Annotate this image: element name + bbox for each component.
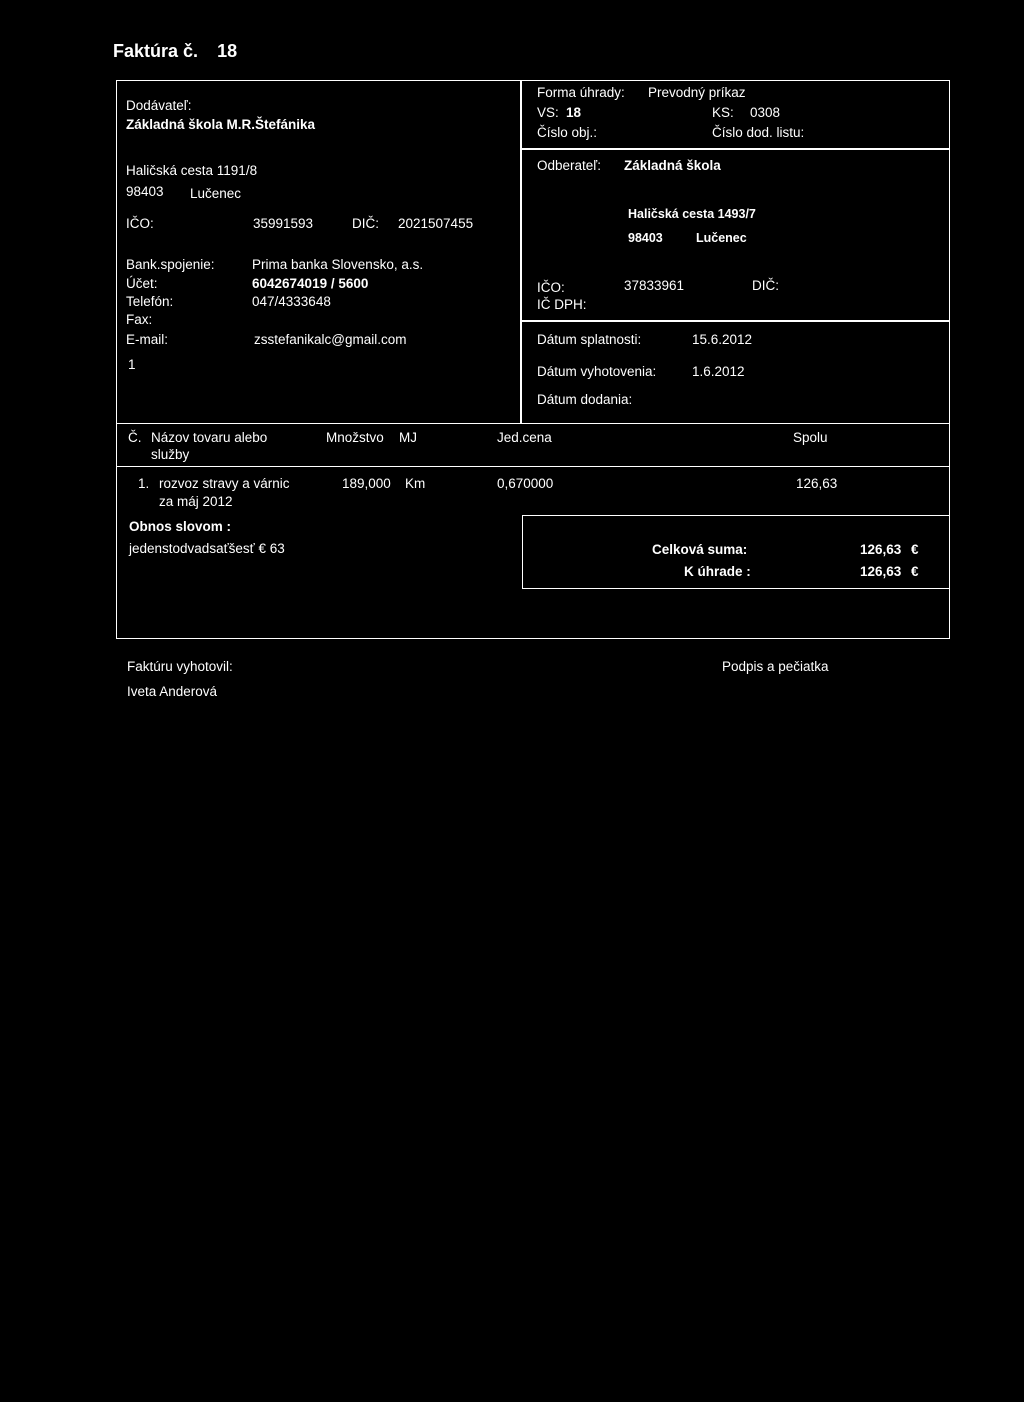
total-value: 126,63 bbox=[860, 542, 902, 557]
due-date: 15.6.2012 bbox=[692, 332, 753, 347]
col-name-header-line2: služby bbox=[151, 447, 190, 462]
supplier-zip: 98403 bbox=[126, 184, 164, 199]
row-unit: Km bbox=[405, 476, 426, 491]
invoice-title-label: Faktúra č. bbox=[113, 41, 199, 61]
supplier-bank-label: Bank.spojenie: bbox=[126, 257, 215, 272]
table-top-line bbox=[116, 423, 950, 424]
customer-city: Lučenec bbox=[696, 231, 747, 245]
issued-by-name: Iveta Anderová bbox=[127, 684, 218, 699]
payment-vs-label: VS: bbox=[537, 105, 559, 120]
supplier-bank: Prima banka Slovensko, a.s. bbox=[252, 257, 424, 272]
supplier-account: 6042674019 / 5600 bbox=[252, 276, 369, 291]
supplier-note: 1 bbox=[128, 357, 136, 372]
row-qty: 189,000 bbox=[342, 476, 391, 491]
row-name: rozvoz stravy a várnic bbox=[159, 476, 290, 491]
due-amount-label: K úhrade : bbox=[684, 564, 751, 579]
col-no-header: Č. bbox=[128, 430, 142, 445]
payment-ks: 0308 bbox=[750, 105, 781, 120]
row-total: 126,63 bbox=[796, 476, 838, 491]
customer-label: Odberateľ: bbox=[537, 158, 601, 173]
vertical-divider bbox=[520, 80, 522, 423]
supplier-dic-label: DIČ: bbox=[352, 216, 379, 231]
col-qty-header: Množstvo bbox=[326, 430, 384, 445]
row-no: 1. bbox=[138, 476, 150, 491]
supplier-phone: 047/4333648 bbox=[252, 294, 331, 309]
supplier-email: zsstefanikalc@gmail.com bbox=[254, 332, 407, 347]
supplier-city: Lučenec bbox=[190, 186, 242, 201]
customer-street: Haličská cesta 1493/7 bbox=[628, 207, 756, 221]
supplier-account-label: Účet: bbox=[126, 276, 158, 291]
signature-label: Podpis a pečiatka bbox=[722, 659, 829, 674]
payment-order-label: Číslo obj.: bbox=[537, 125, 598, 140]
payment-vs: 18 bbox=[566, 105, 582, 120]
col-total-header: Spolu bbox=[793, 430, 828, 445]
delivery-date-label: Dátum dodania: bbox=[537, 392, 633, 407]
supplier-label: Dodávateľ: bbox=[126, 98, 192, 113]
customer-divider bbox=[520, 320, 950, 322]
due-date-label: Dátum splatnosti: bbox=[537, 332, 642, 347]
customer-ico: 37833961 bbox=[624, 278, 685, 293]
payment-method: Prevodný príkaz bbox=[648, 85, 746, 100]
customer-icdph-label: IČ DPH: bbox=[537, 297, 587, 312]
table-header-line bbox=[116, 466, 950, 467]
row-unit-price: 0,670000 bbox=[497, 476, 554, 491]
total-label: Celková suma: bbox=[652, 542, 748, 557]
row-name-line2: za máj 2012 bbox=[159, 494, 233, 509]
col-unit-price-header: Jed.cena bbox=[497, 430, 552, 445]
words-label: Obnos slovom : bbox=[129, 519, 232, 534]
customer-name: Základná škola bbox=[624, 158, 721, 173]
issued-by-label: Faktúru vyhotovil: bbox=[127, 659, 233, 674]
supplier-street: Haličská cesta 1191/8 bbox=[126, 163, 258, 178]
col-name-header: Názov tovaru alebo bbox=[151, 430, 268, 445]
due-amount-value: 126,63 bbox=[860, 564, 902, 579]
col-unit-header: MJ bbox=[399, 430, 417, 445]
customer-zip: 98403 bbox=[628, 231, 663, 245]
issue-date: 1.6.2012 bbox=[692, 364, 745, 379]
payment-divider bbox=[520, 148, 950, 150]
issue-date-label: Dátum vyhotovenia: bbox=[537, 364, 657, 379]
payment-delivery-note-label: Číslo dod. listu: bbox=[712, 125, 805, 140]
payment-method-label: Forma úhrady: bbox=[537, 85, 625, 100]
supplier-name: Základná škola M.R.Štefánika bbox=[126, 117, 316, 132]
supplier-ico-label: IČO: bbox=[126, 216, 154, 231]
supplier-ico: 35991593 bbox=[253, 216, 314, 231]
due-amount-currency: € bbox=[911, 564, 919, 579]
invoice-number: 18 bbox=[217, 41, 238, 61]
customer-ico-label: IČO: bbox=[537, 280, 565, 295]
customer-dic-label: DIČ: bbox=[752, 278, 779, 293]
supplier-phone-label: Telefón: bbox=[126, 294, 174, 309]
words-value: jedenstodvadsaťšesť € 63 bbox=[129, 541, 285, 556]
supplier-email-label: E-mail: bbox=[126, 332, 169, 347]
payment-ks-label: KS: bbox=[712, 105, 734, 120]
invoice-title bbox=[113, 41, 237, 61]
total-currency: € bbox=[911, 542, 919, 557]
supplier-dic: 2021507455 bbox=[398, 216, 474, 231]
supplier-fax-label: Fax: bbox=[126, 312, 153, 327]
